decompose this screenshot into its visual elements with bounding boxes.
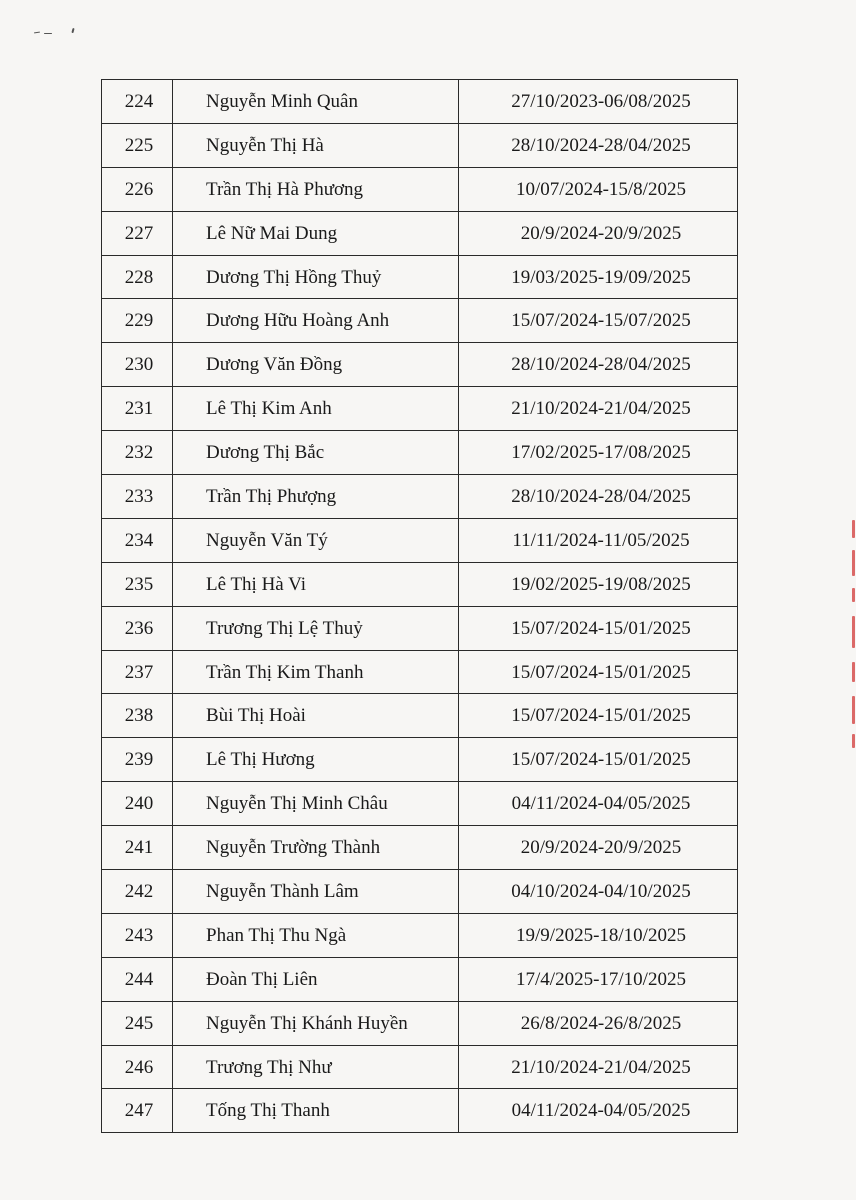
row-number: 226 — [102, 167, 173, 211]
table-row — [102, 475, 738, 519]
date-range: 20/9/2024-20/9/2025 — [459, 211, 738, 255]
date-range: 04/10/2024-04/10/2025 — [459, 870, 738, 914]
scan-mark-stroke — [34, 32, 40, 34]
person-name: Lê Thị Hương — [173, 738, 459, 782]
table-row — [102, 738, 738, 782]
table-row — [102, 913, 738, 957]
date-range: 11/11/2024-11/05/2025 — [459, 518, 738, 562]
person-name: Phan Thị Thu Ngà — [173, 913, 459, 957]
date-range: 27/10/2023-06/08/2025 — [459, 80, 738, 124]
person-name: Lê Thị Kim Anh — [173, 387, 459, 431]
date-range: 21/10/2024-21/04/2025 — [459, 387, 738, 431]
person-name: Trần Thị Hà Phương — [173, 167, 459, 211]
table-body — [102, 80, 738, 1133]
date-range: 28/10/2024-28/04/2025 — [459, 343, 738, 387]
date-range: 17/4/2025-17/10/2025 — [459, 957, 738, 1001]
row-number: 232 — [102, 431, 173, 475]
scan-mark — [34, 28, 80, 36]
row-number: 229 — [102, 299, 173, 343]
date-range: 19/02/2025-19/08/2025 — [459, 562, 738, 606]
table-row — [102, 606, 738, 650]
row-number: 240 — [102, 782, 173, 826]
person-name: Bùi Thị Hoài — [173, 694, 459, 738]
person-name: Trần Thị Phượng — [173, 475, 459, 519]
table-row — [102, 957, 738, 1001]
row-number: 239 — [102, 738, 173, 782]
person-name: Nguyễn Trường Thành — [173, 826, 459, 870]
person-name: Nguyễn Thành Lâm — [173, 870, 459, 914]
person-name: Đoàn Thị Liên — [173, 957, 459, 1001]
row-number: 244 — [102, 957, 173, 1001]
scan-mark-stroke — [71, 28, 74, 33]
row-number: 243 — [102, 913, 173, 957]
person-name: Dương Hữu Hoàng Anh — [173, 299, 459, 343]
table-row — [102, 387, 738, 431]
person-name: Nguyễn Thị Hà — [173, 123, 459, 167]
person-name: Nguyễn Thị Khánh Huyền — [173, 1001, 459, 1045]
scan-mark-stroke — [44, 33, 52, 34]
row-number: 224 — [102, 80, 173, 124]
date-range: 15/07/2024-15/01/2025 — [459, 738, 738, 782]
person-name: Nguyễn Văn Tý — [173, 518, 459, 562]
date-range: 20/9/2024-20/9/2025 — [459, 826, 738, 870]
row-number: 245 — [102, 1001, 173, 1045]
person-name: Lê Thị Hà Vi — [173, 562, 459, 606]
date-range: 28/10/2024-28/04/2025 — [459, 123, 738, 167]
table-row — [102, 255, 738, 299]
person-name: Lê Nữ Mai Dung — [173, 211, 459, 255]
table-row — [102, 211, 738, 255]
row-number: 230 — [102, 343, 173, 387]
person-name: Dương Thị Bắc — [173, 431, 459, 475]
table-row — [102, 562, 738, 606]
date-range: 04/11/2024-04/05/2025 — [459, 1089, 738, 1133]
row-number: 247 — [102, 1089, 173, 1133]
date-range: 15/07/2024-15/01/2025 — [459, 650, 738, 694]
table-row — [102, 1089, 738, 1133]
table-row — [102, 826, 738, 870]
person-name: Nguyễn Minh Quân — [173, 80, 459, 124]
date-range: 26/8/2024-26/8/2025 — [459, 1001, 738, 1045]
person-name: Nguyễn Thị Minh Châu — [173, 782, 459, 826]
table-row — [102, 782, 738, 826]
row-number: 234 — [102, 518, 173, 562]
table-row — [102, 343, 738, 387]
table-row — [102, 870, 738, 914]
row-number: 236 — [102, 606, 173, 650]
row-number: 237 — [102, 650, 173, 694]
table-row — [102, 1045, 738, 1089]
row-number: 233 — [102, 475, 173, 519]
person-name: Trương Thị Lệ Thuỷ — [173, 606, 459, 650]
table-row — [102, 123, 738, 167]
date-range: 21/10/2024-21/04/2025 — [459, 1045, 738, 1089]
row-number: 228 — [102, 255, 173, 299]
person-name: Trương Thị Như — [173, 1045, 459, 1089]
date-range: 17/02/2025-17/08/2025 — [459, 431, 738, 475]
person-name: Dương Văn Đồng — [173, 343, 459, 387]
date-range: 15/07/2024-15/01/2025 — [459, 606, 738, 650]
person-name: Tống Thị Thanh — [173, 1089, 459, 1133]
row-number: 225 — [102, 123, 173, 167]
row-number: 242 — [102, 870, 173, 914]
date-range: 04/11/2024-04/05/2025 — [459, 782, 738, 826]
date-range: 10/07/2024-15/8/2025 — [459, 167, 738, 211]
person-name: Dương Thị Hồng Thuỷ — [173, 255, 459, 299]
row-number: 241 — [102, 826, 173, 870]
row-number: 227 — [102, 211, 173, 255]
row-number: 246 — [102, 1045, 173, 1089]
person-name: Trần Thị Kim Thanh — [173, 650, 459, 694]
table-row — [102, 1001, 738, 1045]
date-range: 19/9/2025-18/10/2025 — [459, 913, 738, 957]
table-row — [102, 650, 738, 694]
date-range: 28/10/2024-28/04/2025 — [459, 475, 738, 519]
person-list-table — [101, 79, 738, 1133]
table-row — [102, 167, 738, 211]
row-number: 231 — [102, 387, 173, 431]
row-number: 235 — [102, 562, 173, 606]
table-row — [102, 694, 738, 738]
date-range: 15/07/2024-15/07/2025 — [459, 299, 738, 343]
date-range: 15/07/2024-15/01/2025 — [459, 694, 738, 738]
table-row — [102, 80, 738, 124]
table-row — [102, 431, 738, 475]
date-range: 19/03/2025-19/09/2025 — [459, 255, 738, 299]
table-row — [102, 299, 738, 343]
table-row — [102, 518, 738, 562]
red-stamp-edge — [851, 520, 856, 750]
row-number: 238 — [102, 694, 173, 738]
